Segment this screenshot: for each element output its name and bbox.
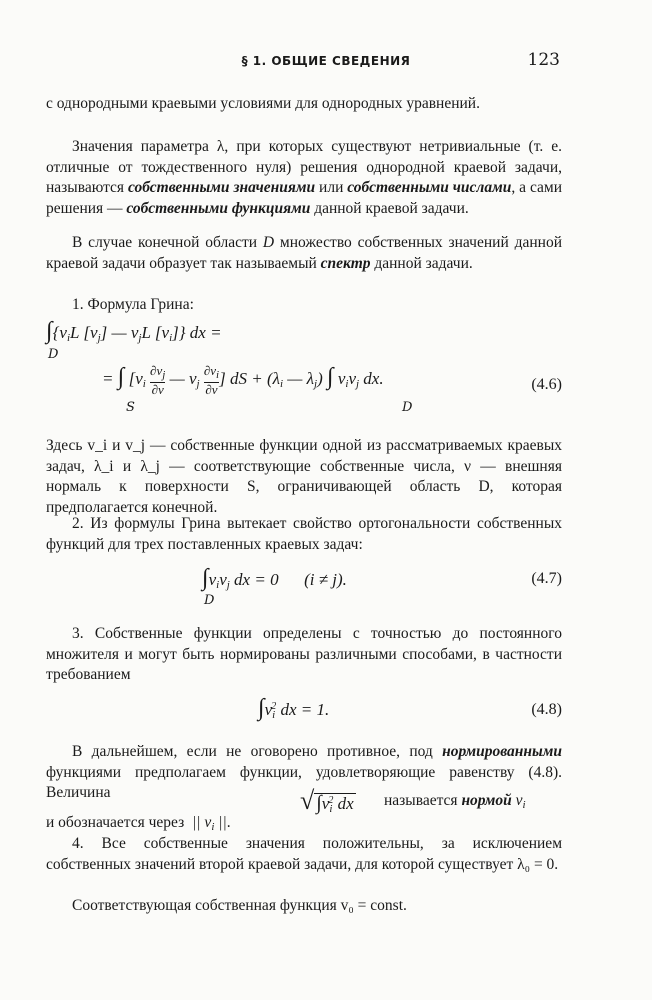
p2-text-g: данной краевой задачи. <box>310 199 469 217</box>
paragraph-8-b: называется нормой $v_i$ <box>384 792 526 811</box>
running-header: § 1. ОБЩИЕ СВЕДЕНИЯ <box>241 54 411 68</box>
int-limit-d1: D <box>48 347 59 362</box>
orthogonality-condition: (i ≠ j). <box>304 570 347 589</box>
p3-text-e: данной задачи. <box>370 254 473 272</box>
paragraph-1: с однородными краевыми условиями для однородных уравнений. <box>46 95 480 112</box>
paragraph-9: 4. Все собственные значения положительны, за исключением собственных значений второй краевой задачи, для которой существует λ₀ = 0. <box>46 835 562 873</box>
p8-text-a: В дальнейшем, если не оговорено противное, под <box>72 743 443 760</box>
p8-text-d: называется <box>384 792 462 809</box>
term-norm: нормой <box>461 792 512 809</box>
norm-notation: || $v_i$ || <box>188 814 227 833</box>
paragraph-6: 2. Из формулы Грина вытекает свойство ортогональности собственных функций для трех поставленных краевых задач: <box>46 515 562 553</box>
paragraph-3 <box>46 233 562 274</box>
term-eigenfunctions: собственными функциями <box>126 199 311 217</box>
p2-text-c: или <box>315 179 348 196</box>
term-spectrum: спектр <box>320 254 371 272</box>
p8-text-c: функциями предполагаем функции, удовлетворяющие равенству (4.8). Величина <box>46 763 562 801</box>
paragraph-7: 3. Собственные функции определены с точностью до постоянного множителя и могут быть нормированы различными способами, в частности требованием <box>46 625 562 683</box>
green-formula-line1: $\int\{v_iL$ $[v_j]$ — $v_jL$ $[v_i]$} dx = <box>46 318 222 344</box>
p8-text-f: и обозначается через <box>46 814 185 831</box>
int-limit-d2: D <box>402 400 413 415</box>
equation-number-4-6: (4.6) <box>531 376 562 393</box>
normalization-formula: $\int v_i^2$ dx = 1. <box>258 695 330 721</box>
paragraph-4: 1. Формула Грина: <box>72 296 194 313</box>
page-number: 123 <box>527 50 560 70</box>
equation-number-4-7: (4.7) <box>531 570 562 587</box>
int-limit-s: S <box>126 400 135 415</box>
p2-text-a: Значения параметра λ, при которых существуют нетривиальные (т. е. отличные от тождественного нуля) решения однородной краевой задачи, называются <box>46 138 562 196</box>
p3-text-c: множество собственных значений данной краевой задачи образует так называемый <box>46 234 562 272</box>
p3-domain: D <box>262 234 275 251</box>
green-formula-line2: = ∫ [$v_i$ $\frac{\partial v_j}{\partial\nu}$ — $v_j$ $\frac{\partial v_i}{\partial\nu}$ ] dS + ($\lambda_i$ — $\lambda_j$) ∫ $v_iv_j$ dx. <box>102 363 384 398</box>
p3-text-a: В случае конечной области <box>72 234 263 251</box>
term-normalized: нормированными <box>442 743 562 760</box>
orthogonality-formula: $\int v_iv_j$ dx = 0 (i ≠ j). <box>202 565 347 591</box>
paragraph-5: Здесь v_i и v_j — собственные функции одной из рассматриваемых краевых задач, λ_i и λ_j — соответствующие собственные числа, ν — внешняя нормаль к поверхности S, ограничивающей область D, которая предполагается конечной. <box>46 437 562 516</box>
paragraph-10: Соответствующая собственная функция v₀ = const. <box>72 897 407 914</box>
paragraph-8-c: и обозначается через || $v_i$ ||. <box>46 814 231 833</box>
equation-number-4-8: (4.8) <box>531 701 562 718</box>
paragraph-2 <box>46 137 562 219</box>
int-limit-d3: D <box>204 593 215 608</box>
term-eigennumbers: собственными числами <box>347 179 512 196</box>
norm-definition: √ $\int v_i^2$ dx <box>300 786 354 815</box>
p2-text-e: , а сами решения — <box>46 179 563 217</box>
term-eigenvalues: собственными значениями <box>127 179 316 196</box>
